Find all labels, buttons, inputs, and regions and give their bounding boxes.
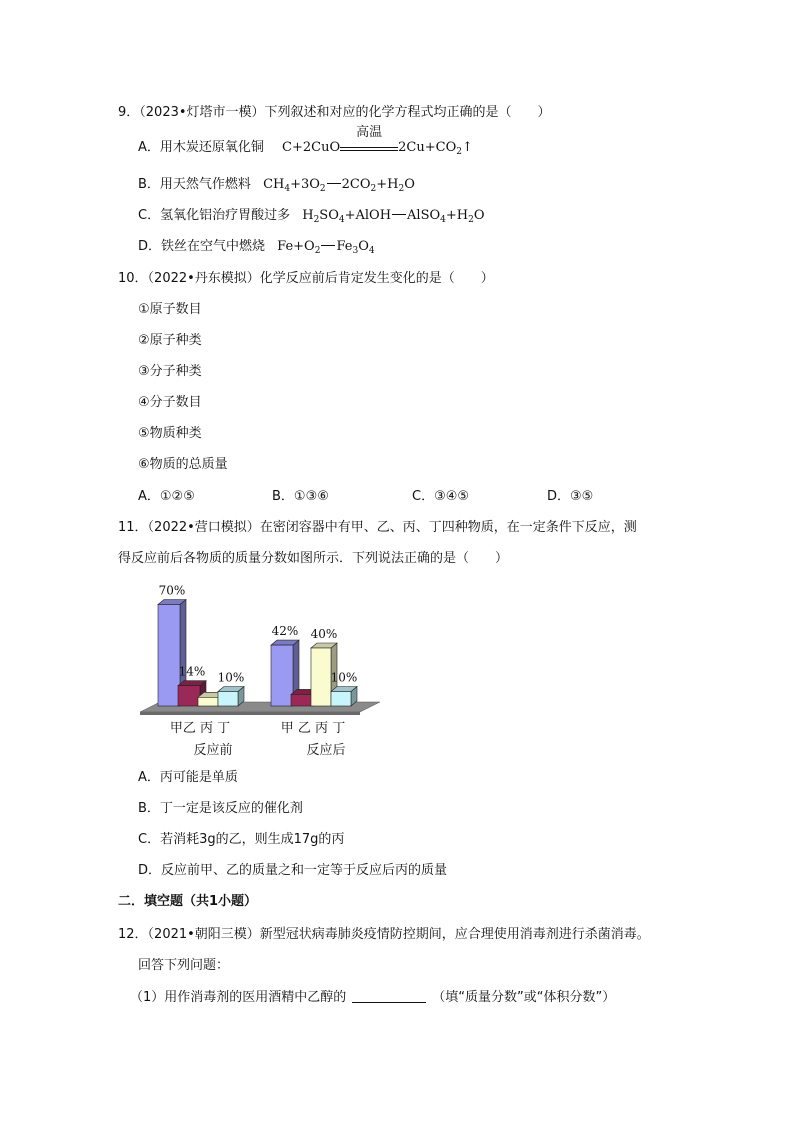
bar	[331, 692, 351, 707]
q12-stem: 12．（2021•朝阳三模）新型冠状病毒肺炎疫情防控期间，应合理使用消毒剂进行杀菌消毒。	[118, 927, 650, 942]
q12-sub1-hint: （填“质量分数”或“体积分数”）	[432, 990, 616, 1005]
data-label: 14%	[178, 664, 206, 679]
bar	[158, 605, 180, 707]
bar	[178, 686, 200, 706]
q9-stem: 9．（2023•灯塔市一模）下列叙述和对应的化学方程式均正确的是（ ）	[118, 105, 551, 120]
chart-floor-edge	[140, 712, 360, 715]
q9-a-eq-sub: 2	[456, 147, 462, 157]
q10-item: ②原子种类	[138, 333, 202, 348]
gas-arrow-icon: ↑	[461, 140, 473, 155]
q9-option-a[interactable]	[138, 125, 473, 157]
x-tick-label: 甲 乙 丙 丁	[280, 721, 346, 736]
q10-option-c[interactable]: C．③④⑤	[412, 489, 470, 504]
q11-option-a[interactable]: A．丙可能是单质	[138, 770, 238, 785]
q10-stem: 10．（2022•丹东模拟）化学反应前后肯定发生变化的是（ ）	[118, 271, 494, 286]
q9-a-eq-right: 2Cu+CO	[398, 140, 457, 155]
data-label: 40%	[310, 627, 338, 641]
q9-option-d[interactable]	[138, 238, 375, 256]
q10-item: ⑤物质种类	[138, 426, 202, 441]
q9-d-equation: $Fe+O_2$ $Fe_3O_4$	[277, 239, 375, 256]
mass-fraction-bar-chart	[130, 576, 400, 766]
q11-option-c[interactable]: C．若消耗3g的乙，则生成17g的丙	[138, 832, 345, 847]
q11-option-d[interactable]: D．反应前甲、乙的质量之和一定等于反应后丙的质量	[138, 863, 448, 878]
section-title: 二．填空题（共1小题）	[118, 894, 258, 909]
q11-stem-line1: 11．（2022•营口模拟）在密闭容器中有甲、乙、丙、丁四种物质，在一定条件下反应，测	[118, 520, 637, 535]
q9-option-b[interactable]	[138, 176, 415, 194]
q9-a-equation	[282, 125, 473, 157]
q9-option-a-text: A．用木炭还原氧化铜	[138, 140, 264, 155]
q10-item: ①原子数目	[138, 302, 202, 317]
q12-prompt: 回答下列问题：	[138, 958, 230, 973]
q9-c-equation: $H_2SO_4+AlOH$ $AlSO_4+H_2O$	[302, 208, 485, 225]
bar	[198, 697, 218, 706]
q9-option-b-text: B．用天然气作燃料	[138, 177, 251, 192]
q10-item: ③分子种类	[138, 364, 202, 379]
data-label: 10%	[217, 670, 245, 685]
bar	[271, 645, 293, 706]
q9-option-d-text: D．铁丝在空气中燃烧	[138, 239, 266, 254]
q11-option-b[interactable]: B．丁一定是该反应的催化剂	[138, 801, 303, 816]
q9-a-eq-condition: 高温	[356, 125, 383, 140]
group-label: 反应前	[193, 743, 233, 758]
q12-sub1-text: （1）用作消毒剂的医用酒精中乙醇的	[130, 990, 347, 1005]
group-label: 反应后	[306, 743, 346, 758]
q12-sub1	[130, 988, 615, 1007]
data-label: 70%	[158, 583, 186, 598]
x-tick-label: 甲乙 丙 丁	[169, 721, 231, 736]
q9-b-equation: $CH_4+3O_2$ $2CO_2+H_2O$	[263, 177, 415, 194]
q9-option-c[interactable]	[138, 207, 485, 225]
data-label: 42%	[271, 624, 299, 639]
bar	[218, 692, 238, 707]
bar	[291, 694, 313, 706]
q10-option-a[interactable]: A．①②⑤	[138, 489, 195, 504]
q10-option-d[interactable]: D．③⑤	[547, 489, 594, 504]
q10-item: ④分子数目	[138, 395, 202, 410]
bar	[311, 648, 331, 706]
q12-answer-blank[interactable]	[352, 988, 426, 1003]
q9-a-eq-condition-bar	[340, 125, 398, 151]
q9-a-eq-left: C+2CuO	[282, 140, 341, 155]
data-label: 10%	[330, 670, 358, 685]
q10-item: ⑥物质的总质量	[138, 457, 228, 472]
q11-stem-line2: 得反应前后各物质的质量分数如图所示．下列说法正确的是（ ）	[118, 551, 509, 566]
q10-option-b[interactable]: B．①③⑥	[272, 489, 329, 504]
q9-option-c-text: C．氢氧化铝治疗胃酸过多	[138, 208, 291, 223]
